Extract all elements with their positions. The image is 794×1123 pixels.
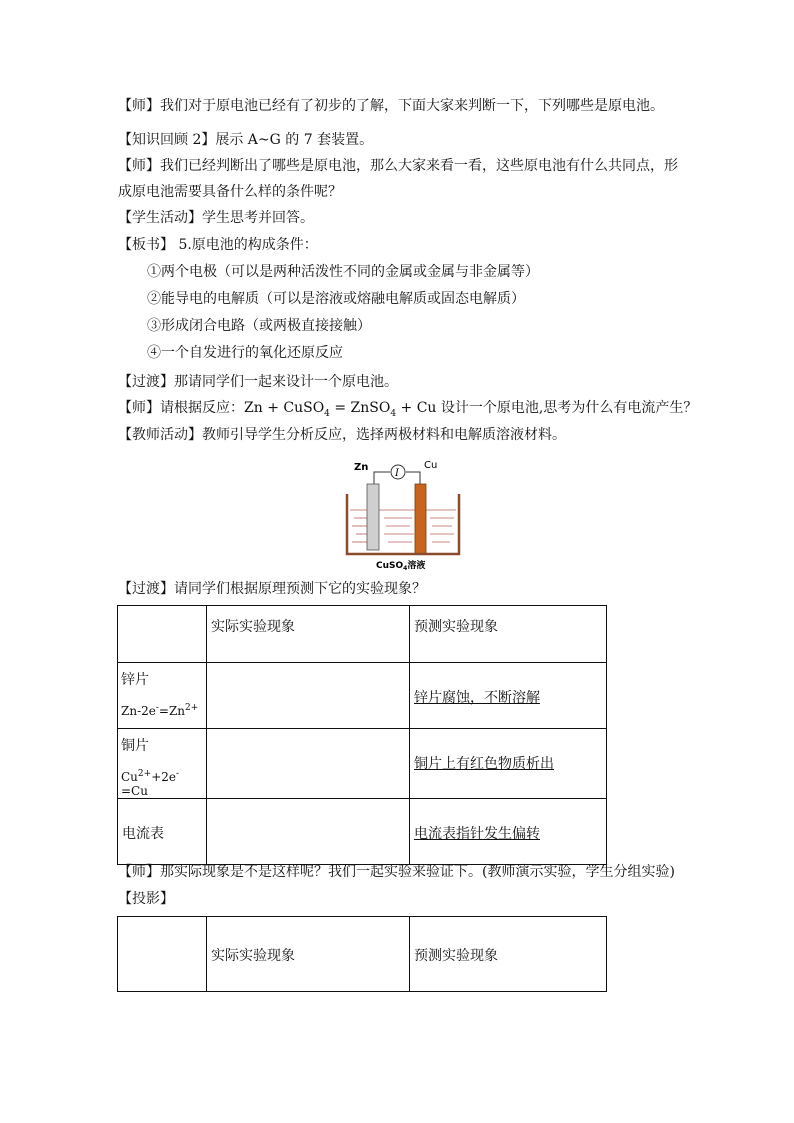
paragraph-knowledge-review: 【知识回顾 2】展示 A~G 的 7 套装置。 [118,132,374,148]
paragraph-board-writing: 【板书】 5.原电池的构成条件： [118,237,318,253]
condition-4: ④一个自发进行的氧化还原反应 [147,345,343,361]
paragraph-teacher-question-2: 成原电池需要具备什么样的条件呢？ [118,184,342,200]
prediction-table [117,605,607,865]
reaction-text-pre: 【师】请根据反应：Zn + CuSO [118,400,325,416]
paragraph-projection: 【投影】 [118,891,174,907]
paragraph-teacher-experiment: 【师】那实际现象是不是这样呢？我们一起实验来验证下。(教师演示实验，学生分组实验) [118,864,675,880]
table2-header-actual: 实际实验现象 [207,917,410,992]
cell-predicted-copper: 铜片上有红色物质析出 [410,729,607,799]
copper-equation: $Cu^{2+}+2e^-=Cu$ [121,769,180,798]
galvanic-cell-diagram [344,458,462,570]
paragraph-teacher-activity: 【教师活动】教师引导学生分析反应，选择两极材料和电解质溶液材料。 [118,427,566,443]
solution-caption: CuSO$_4$溶液 [376,561,426,570]
paragraph-student-activity: 【学生活动】学生思考并回答。 [118,210,314,226]
table2-header-empty [118,917,207,992]
table-header-row [118,606,607,663]
paragraph-transition-1: 【过渡】那请同学们一起来设计一个原电池。 [118,374,398,390]
condition-1: ①两个电极（可以是两种活泼性不同的金属或金属与非金属等） [147,264,539,280]
wire-left [374,472,390,484]
paragraph-teacher-intro: 【师】我们对于原电池已经有了初步的了解，下面大家来判断一下，下列哪些是原电池。 [118,98,664,114]
cell-actual-ammeter [207,799,410,865]
cu-label: Cu [424,460,438,471]
zinc-electrode [367,484,379,550]
table-header-empty [118,606,207,663]
reaction-subscript-2: 4 [390,408,397,419]
zinc-equation: $Zn-2e^-=Zn^{2+}$ [121,703,199,718]
cell-actual-zinc [207,663,410,729]
reaction-text-post: + Cu 设计一个原电池,思考为什么有电流产生？ [396,400,698,416]
table-row [118,729,607,799]
reaction-subscript-1: 4 [324,408,330,419]
row-label-ammeter: 电流表 [118,799,207,865]
paragraph-teacher-reaction [118,398,697,424]
cell-actual-copper [207,729,410,799]
table-header-actual: 实际实验现象 [207,606,410,663]
cell-predicted-ammeter: 电流表指针发生偏转 [410,799,607,865]
row-label-copper: 铜片 $Cu^{2+}+2e^-=Cu$ [118,729,207,799]
table-row [118,663,607,729]
reaction-text-mid: = ZnSO [329,400,391,416]
row-label-zinc: 锌片 $Zn-2e^-=Zn^{2+}$ [118,663,207,729]
table-header-row [118,917,607,992]
condition-3: ③形成闭合电路（或两极直接接触） [147,318,371,334]
projection-table [117,916,607,992]
zn-label: Zn [354,462,369,473]
table-header-predicted: 预测实验现象 [410,606,607,663]
beaker [347,494,459,554]
ammeter-symbol: I [395,468,399,479]
paragraph-teacher-question-1: 【师】我们已经判断出了哪些是原电池，那么大家来看一看，这些原电池有什么共同点，形 [118,158,678,174]
paragraph-transition-2: 【过渡】请同学们根据原理预测下它的实验现象？ [118,581,426,597]
condition-2: ②能导电的电解质（可以是溶液或熔融电解质或固态电解质） [147,291,525,307]
solution-lines [350,510,456,542]
cell-predicted-zinc: 锌片腐蚀，不断溶解 [410,663,607,729]
table-row [118,799,607,865]
wire-right [406,472,420,484]
copper-electrode [415,484,426,554]
table2-header-predicted: 预测实验现象 [410,917,607,992]
